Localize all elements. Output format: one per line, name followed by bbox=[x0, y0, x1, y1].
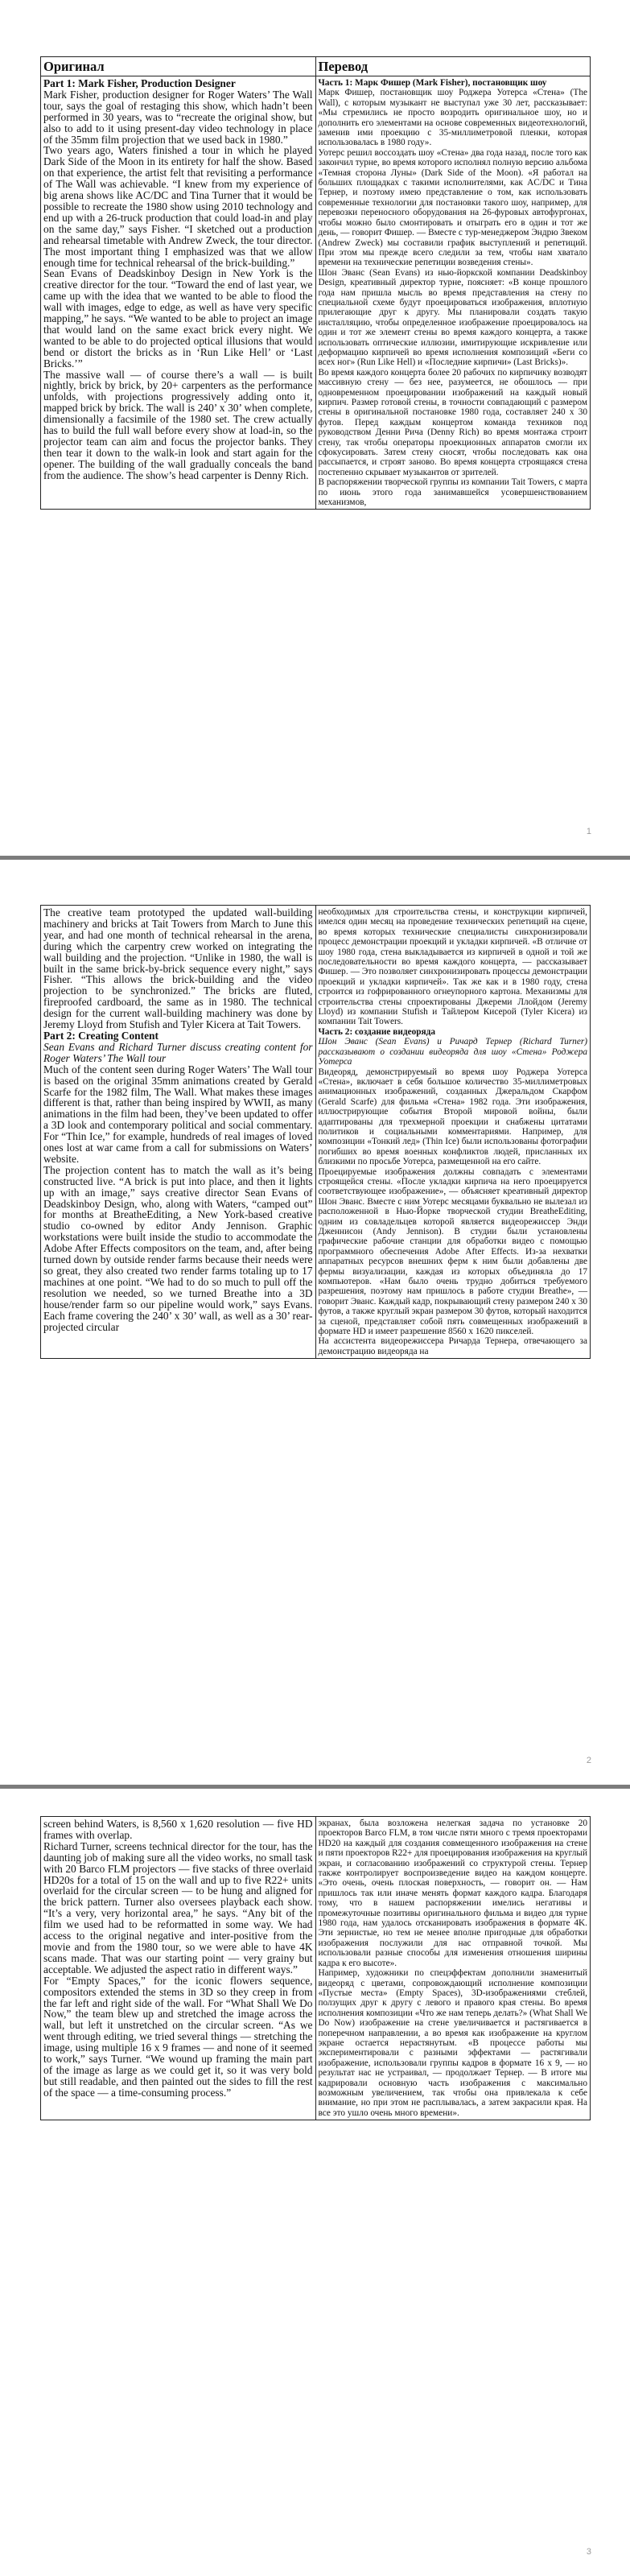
paragraph: Уотерс решил воссоздать шоу «Стена» два года назад, после того как закончил турне, во время которого исполнял полную версию альбома «Темная сторона Луны» (Dark Side of the Moon). «Я работал на больших площадках с такими исполнителями, как AC/DC и Тина Тернер, и поэтому имею представление о том, как использовать современные технологии для постановки такого шоу, например, для перевозки переносного оборудования на 26-фуровых автофургонах, чтобы можно было смонтировать и отыграть его в один и тот же день, — говорит Фишер. — Вместе с тур-менеджером Эндрю Звеком (Andrew Zweck) мы составили график выступлений и репетиций. При этом мы прежде всего следили за тем, чтобы нам хватало времени на технические репетиции возведения стены». bbox=[318, 147, 587, 268]
column-header-translation: Перевод bbox=[315, 57, 591, 76]
section-subtitle: Шон Эванс (Sean Evans) и Ричард Тернер (Richard Turner) рассказывают о создании видеоряда для шоу «Стена» Роджера Уотерса bbox=[318, 1037, 587, 1067]
paragraph: Проецируемые изображения должны совпадать с элементами строящейся стены. «После укладки кирпича на него проецируется соответствующее изображение», — объясняет креативный директор Шон Эванс. Вместе с ним Уотерс месяцами буквально не вылезал из расположенной в Нью-Йорке творческой студии BreatheEditing, одним из совладельцев которой является видеорежиссер Энди Дженнисон (Andy Jennison). В студии были установлены графические рабочие станции для обработки видео с помощью программного обеспечения Adobe After Effects. Из-за нехватки аппаратных ресурсов внешних ферм к ним были добавлены две фермы визуализации, каждая из которых объединяла до 17 компьютеров. «Нам было очень трудно добиться требуемого разрешения, поэтому нам пришлось в работе студии Breathe», — говорит Эванс. Каждый кадр, покрывающий стену размером 240 х 30 футов, а также круглый экран размером 30 футов, который находится за сценой, представляет собой пять совмещенных изображений в формате HD и имеет разрешение 8560 х 1620 пикселей. bbox=[318, 1166, 588, 1337]
page-number: 2 bbox=[586, 1756, 591, 1765]
section-heading: Часть 2: создание видеоряда bbox=[318, 1026, 435, 1037]
document-page-2 bbox=[0, 860, 630, 1785]
translation-text-cell bbox=[315, 906, 591, 1359]
paragraph: Видеоряд, демонстрируемый во время шоу Роджера Уотерса «Стена», включает в себя большое количество 35-миллиметровых анимационных изображений, созданных Джеральдом Скарфом (Gerald Scarfe) для фильма «Стена» 1982 года. Эти изображения, иллюстрирующие события Второй мировой войны, были адаптированы для трехмерной проекции и снабжены цитатами политиков и социальными комментариями. Например, для композиции «Тонкий лед» (Thin Ice) были использованы фотографии погибших во время военных конфликтов людей, присланных их близкими по просьбе Уотерса, размещенной на его сайте. bbox=[318, 1067, 587, 1167]
paragraph: The creative team prototyped the updated wall-building machinery and bricks at Tait Towers from March to June this year, and had one month of technical rehearsal in the arena, during which the carpentry crew worked on integrating the wall building and the projection. “Unlike in 1980, the wall is built in the same brick-by-brick sequence every night,” says Fisher. “This allows the brick-building and the video projection to be synchronized.” The bricks are fluted, fireproofed cardboard, the same as in 1980. The technical design for the current wall-building machinery was done by Jeremy Lloyd from Stufish and Tyler Kicera at Tait Towers. bbox=[43, 906, 313, 1031]
paragraph: Марк Фишер, постановщик шоу Роджера Уотерса «Стена» (The Wall), с которым музыкант не выступал уже 30 лет, рассказывает: «Мы стремились не просто возродить оригинальное шоу, но и дополнить его элементами на основе современных видеотехнологий, заменив ими проекцию с 35-миллиметровой пленки, которая использовалась в 1980 году». bbox=[318, 88, 587, 148]
paragraph: Sean Evans of Deadskinboy Design in New York is the creative director for the tour. “Toward the end of last year, we came up with the idea that we wanted to be able to flood the wall with images, edge to edge, as well as have very specific mapping,” he says. “We wanted to be able to project an image that would land on the same exact brick every night. We wanted to be able to do projected optical illusions that would bend or distort the bricks as in ‘Run Like Hell’ or ‘Last Bricks.’” bbox=[43, 267, 313, 369]
section-heading: Part 1: Mark Fisher, Production Designer bbox=[43, 77, 236, 89]
table-row bbox=[41, 906, 591, 1359]
table-row bbox=[41, 76, 591, 510]
paragraph: For “Empty Spaces,” for the iconic flowers sequence, compositors extended the stems in 3D so they creep in from the far left and right side of the wall. For “What Shall We Do Now,” the team blew up and stretched the image across the wall, but left it unstretched on the circular screen. “As we went through editing, we tried several things — stretching the image, using multiple 16 x 9 frames — and none of it seemed to work,” says Turner. “We wound up framing the main part of the image as large as we could get it, so it was very bold but still readable, and then painted out the sides to fill the rest of the space — a time-consuming process.” bbox=[43, 1974, 313, 2099]
page-number: 1 bbox=[586, 827, 591, 836]
paragraph: В распоряжении творческой группы из компании Tait Towers, с марта по июнь этого года занимавшейся усовершенствованием механизмов, bbox=[318, 477, 587, 508]
paragraph: Mark Fisher, production designer for Roger Waters’ The Wall tour, says the goal of restaging this show, which hadn’t been performed in 30 years, was to “recreate the original show, but also to add to it using present-day video technology in place of the 35mm film projection that we used back in 1980.” bbox=[43, 88, 313, 146]
section-heading: Part 2: Creating Content bbox=[43, 1029, 159, 1042]
paragraph: экранах, была возложена нелегкая задача по установке 20 проекторов Barco FLM, в том числе пяти много с тремя проекторами HD20 на каждый для создания совмещенного изображения на стене и пяти проекторов R22+ для проецирования изображения на круглый экран, и согласованию изображений со структурой стены. Тернер также контролирует воспроизведение видео на каждом концерте. «Это очень, очень плоская поверхность, — говорит он. — Нам пришлось так или иначе менять формат каждого кадра. Благодаря тому, что в нашем распоряжении имелись негативы и промежуточные позитивы оригинального фильма и видео для турне 1980 года, нам удалось отсканировать изображения в формате 4K. Эти зернистые, но тем не менее вполне пригодные для обработки изображения послужили для нас отправной точкой. Мы использовали разные способы для изменения отношения ширины кадра к его высоте». bbox=[318, 1818, 587, 1968]
original-text-cell bbox=[41, 1817, 316, 2120]
translation-table bbox=[40, 1816, 591, 2120]
paragraph: На ассистента видеорежиссера Ричарда Тернера, отвечающего за демонстрацию видеоряда на bbox=[318, 1336, 587, 1356]
paragraph: Например, художники по спецэффектам дополнили знаменитый видеоряд с цветами, сопровождающий исполнение композиции «Пустые места» (Empty Spaces), 3D-изображениями стеблей, ползущих друг к другу с левого и правого края стены. Во время исполнения композиции «Что же нам теперь делать?» (What Shall We Do Now) изображение на стене увеличивается и растягивается в поперечном направлении, а во время как изображение на круглом экране остается нерастянутым. «В процессе работы мы экспериментировали с разными эффектами — растягивали изображение, использовали группы кадров в формате 16 х 9, — но результат нас не устраивал, — продолжает Тернер. — В итоге мы кадрировали основную часть изображения с максимально возможным увеличением, так чтобы она привлекала к себе внимание, но при этом не расплывалась, а затем закрасили края. На все это ушло очень много времени». bbox=[318, 1968, 587, 2118]
paragraph: Much of the content seen during Roger Waters’ The Wall tour is based on the original 35mm animations created by Gerald Scarfe for the 1982 film, The Wall. What makes these images different is that, rather than being inspired by WWII, as many animations in the film had been, they’ve been updated to offer a 3D look and contemporary political and social commentary. For “Thin Ice,” for example, hundreds of real images of loved ones lost at war came from a call for submissions on Waters’ website. bbox=[43, 1063, 313, 1165]
header-row bbox=[41, 57, 591, 76]
paragraph: The massive wall — of course there’s a wall — is built nightly, brick by brick, by 20+ carpenters as the performance unfolds, with projections progressively adding onto it, mapped brick by brick. The wall is 240’ x 30’ when complete, dimensionally a facsimile of the 1980 set. The crew actually has to build the full wall before every show at load-in, so the projector team can aim and focus the projector banks. They then tear it down to the walk-in look and start again for the opener. The building of the wall gradually conceals the band from the audience. The show’s head carpenter is Denny Rich. bbox=[43, 368, 313, 481]
page-number: 3 bbox=[586, 2547, 591, 2557]
original-text-cell bbox=[41, 906, 316, 1359]
translation-table bbox=[40, 56, 591, 510]
column-header-original: Оригинал bbox=[41, 57, 316, 76]
original-text-cell bbox=[41, 76, 316, 510]
document-page-1 bbox=[0, 0, 630, 856]
section-subtitle: Sean Evans and Richard Turner discuss creating content for Roger Waters’ The Wall tour bbox=[43, 1040, 313, 1064]
paragraph: screen behind Waters, is 8,560 x 1,620 resolution — five HD frames with overlap. bbox=[43, 1818, 313, 1841]
section-heading: Часть 1: Марк Фишер (Mark Fisher), постановщик шоу bbox=[318, 78, 547, 88]
paragraph: Two years ago, Waters finished a tour in which he played Dark Side of the Moon in its entirety for half the show. Based on that experience, the artist felt that revisiting a performance of The Wall was achievable. “I knew from my experience of big arena shows like AC/DC and Tina Turner that it would be possible to recreate the 1980 show using 2010 technology and end up with a 26-truck production that could load-in and play on the same day,” says Fisher. “I sketched out a production and rehearsal timetable with Andrew Zweck, the tour director. The most important thing I emphasized was that we allow enough time for technical rehearsal of the brick-building.” bbox=[43, 144, 313, 269]
paragraph: Шон Эванс (Sean Evans) из нью-йоркской компании Deadskinboy Design, креативный директор турне, поясняет: «В конце прошлого года нам пришла мысль во время представления на стену по специальной схеме будут проецироваться изображения, вплотную прилегающие друг к другу. Мы планировали создать такую инсталляцию, чтобы определенное изображение проецировалось на один и тот же элемент стены во время каждого концерта, а также использовать оптические иллюзии, имитирующие искривление или деформацию кирпичей во время исполнения композиций «Беги со всех ног» (Run Like Hell) и «Последние кирпичи» (Last Bricks)». bbox=[318, 267, 587, 368]
paragraph: The projection content has to match the wall as it’s being constructed live. “A brick is put into place, and then it lights up with an image,” says creative director Sean Evans of Deadskinboy Design, who, along with Waters, “camped out” for months at BreatheEditing, a New York-based creative studio co-owned by editor Andy Jennison. Graphic workstations were built inside the studio to accommodate the Adobe After Effects compositors on the team, and, after being turned down by outside render farms because their needs were so great, they also created two render farms totaling up to 17 machines at one point. “We had to do so much to pull off the resolution we needed, so we turned Breathe into a 3D house/render farm so our pipeline would work,” says Evans. Each frame covering the 240’ x 30’ wall, as well as a 30’ rear-projected circular bbox=[43, 1163, 313, 1333]
paragraph: Richard Turner, screens technical director for the tour, has the daunting job of making sure all the video works, no small task with 20 Barco FLM projectors — five stacks of three overlaid HD20s for a total of 15 on the wall and up to five R22+ units overlaid for the circular screen — to be hung and aligned for the brick pattern. Turner also oversees playback each show. “It’s a very, very horizontal area,” he says. “Any bit of the film we used had to be reformatted in some way. We had access to the original negative and inter-positive from the movie and from the 1980 tour, so we were able to have 4K scans made. That was our starting point — very grainy but acceptable. We adjusted the aspect ratio in different ways.” bbox=[43, 1839, 313, 1975]
translation-text-cell bbox=[315, 1817, 591, 2120]
document-page-3 bbox=[0, 1789, 630, 2576]
translation-text-cell bbox=[315, 76, 591, 510]
paragraph: необходимых для строительства стены, и конструкции кирпичей, имелся один месяц на проведение технических репетиций на сцене, во время которых технические специалисты синхронизировали процесс демонстрации проекций и укладки кирпичей. «В отличие от шоу 1980 года, стена выкладывается из кирпичей в одной и той же последовательности во время каждого концерта, — рассказывает Фишер. — Это позволяет синхронизировать процессы демонстрации проекций и укладки кирпичей». Так же как и в 1980 году, стена строится из гофрированного огнеупорного картона. Механизмы для строительства стены спроектированы Джереми Ллойдом (Jeremy Lloyd) из компании Stufish и Тайлером Кисерой (Tyler Kicera) из компании Tait Towers. bbox=[318, 907, 587, 1027]
table-row bbox=[41, 1817, 591, 2120]
paragraph: Во время каждого концерта более 20 рабочих по кирпичику возводят массивную стену — без нее, разумеется, не обошлось — при одновременном проецировании изображений на каждый новый кирпич. Размер готовой стены, в точности совпадающий с размером стены в оригинальной постановке 1980 года, составляет 240 х 30 футов. Перед каждым концертом команда техников под руководством Денни Рича (Denny Rich) во время монтажа строит стену, так чтобы операторы проекционных аппаратов смогли их сфокусировать. Затем стену сносят, чтобы последовать как она рассыпается, и строят заново. Во время концерта строящаяся стена постепенно скрывает музыкантов от зрителей. bbox=[318, 367, 587, 477]
translation-table bbox=[40, 905, 591, 1359]
